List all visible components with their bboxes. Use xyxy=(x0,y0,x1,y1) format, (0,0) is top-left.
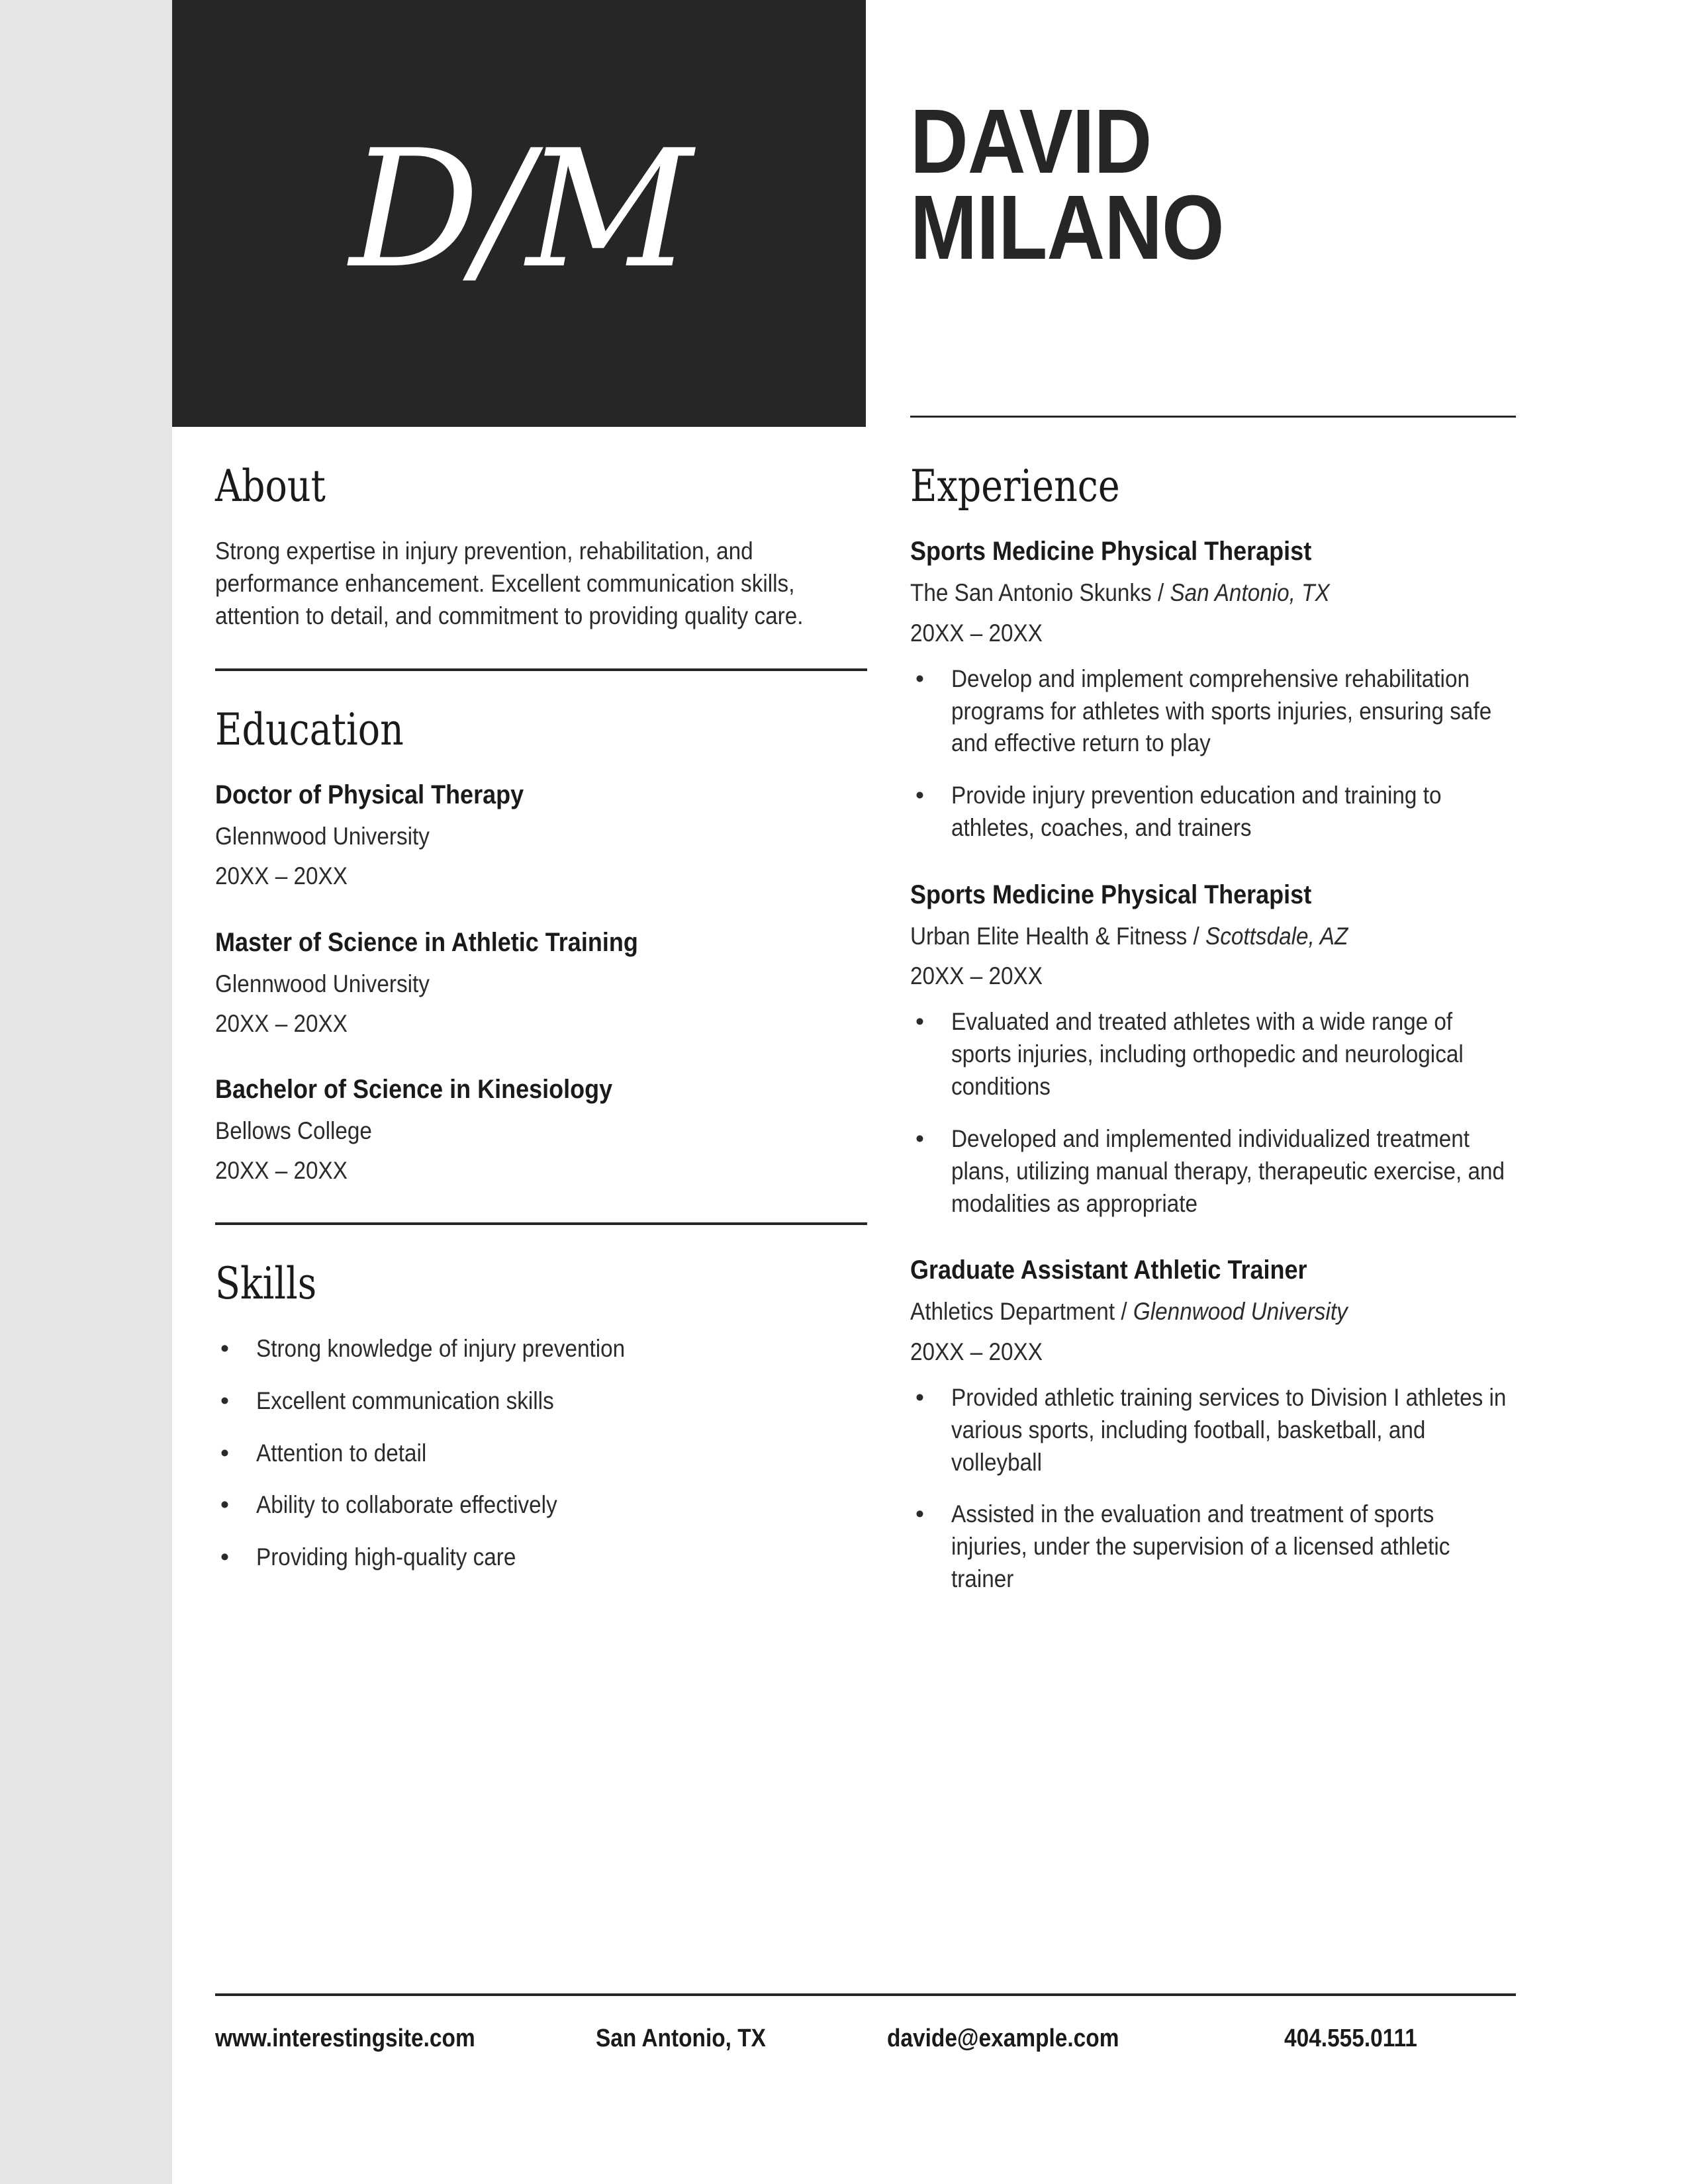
education-degree: Master of Science in Athletic Training xyxy=(215,927,638,957)
experience-entry xyxy=(910,879,1516,1220)
bullet-text: Develop and implement comprehensive rehabilitation programs for athletes with sports injuries, ensuring safe and effective return to play xyxy=(951,664,1492,757)
skill-text: Ability to collaborate effectively xyxy=(256,1491,557,1519)
list-item xyxy=(215,1489,870,1522)
monogram-block xyxy=(172,0,866,427)
experience-bullets xyxy=(910,1006,1516,1220)
first-name: DAVID xyxy=(910,91,1152,193)
about-text: Strong expertise in injury prevention, rehabilitation, and performance enhancement. Excellent communication skills, attention to detail, and commitment to providing quality care. xyxy=(215,537,804,629)
education-degree: Doctor of Physical Therapy xyxy=(215,780,524,810)
left-column xyxy=(215,463,870,1574)
footer-website[interactable]: www.interestingsite.com xyxy=(215,2025,475,2052)
bullet-icon: • xyxy=(915,1124,924,1152)
experience-dates: 20XX – 20XX xyxy=(910,1338,1043,1365)
experience-role: Sports Medicine Physical Therapist xyxy=(910,537,1312,567)
bullet-icon: • xyxy=(915,1383,924,1411)
education-degree: Bachelor of Science in Kinesiology xyxy=(215,1075,613,1105)
list-item xyxy=(910,663,1516,760)
bullet-icon: • xyxy=(220,1439,229,1467)
monogram-text: D/M xyxy=(350,115,688,304)
name-block xyxy=(910,91,1519,279)
education-school: Bellows College xyxy=(215,1117,372,1145)
bullet-icon: • xyxy=(220,1334,229,1362)
skill-text: Excellent communication skills xyxy=(256,1387,554,1414)
education-school: Glennwood University xyxy=(215,970,430,997)
education-school: Glennwood University xyxy=(215,823,430,850)
education-entry xyxy=(215,927,870,1040)
list-item xyxy=(215,1437,870,1470)
footer-contact-bar xyxy=(215,2024,1516,2054)
experience-company-location xyxy=(910,578,1456,608)
about-title: About xyxy=(215,461,326,512)
about-education-divider xyxy=(215,668,867,671)
education-entry xyxy=(215,1073,870,1187)
experience-location: Scottsdale, AZ xyxy=(1205,922,1348,950)
bullet-text: Assisted in the evaluation and treatment of sports injuries, under the supervision of a licensed athletic trainer xyxy=(951,1500,1450,1593)
experience-dates: 20XX – 20XX xyxy=(910,619,1043,647)
experience-entry xyxy=(910,1254,1516,1595)
skills-list xyxy=(215,1333,870,1574)
list-item xyxy=(215,1541,870,1574)
bullet-text: Developed and implemented individualized treatment plans, utilizing manual therapy, therapeutic exercise, and modalities as appropriate xyxy=(951,1124,1505,1217)
bullet-icon: • xyxy=(220,1491,229,1519)
right-column xyxy=(910,463,1516,1596)
experience-bullets xyxy=(910,663,1516,844)
experience-separator: / xyxy=(1151,579,1170,607)
experience-company-location xyxy=(910,1297,1456,1327)
education-entry xyxy=(215,779,870,892)
education-section xyxy=(215,704,870,1187)
experience-bullets xyxy=(910,1382,1516,1596)
experience-company: Urban Elite Health & Fitness xyxy=(910,922,1188,950)
skill-text: Attention to detail xyxy=(256,1439,427,1467)
education-dates: 20XX – 20XX xyxy=(215,862,348,890)
experience-location: Glennwood University xyxy=(1133,1298,1348,1326)
bullet-icon: • xyxy=(220,1543,229,1571)
experience-separator: / xyxy=(1187,922,1206,950)
list-item xyxy=(910,1382,1516,1479)
bullet-text: Provided athletic training services to Division I athletes in various sports, including football, basketball, and volleyball xyxy=(951,1383,1507,1476)
list-item xyxy=(910,1498,1516,1595)
bullet-text: Evaluated and treated athletes with a wide range of sports injuries, including orthopedic and neurological conditions xyxy=(951,1008,1464,1101)
list-item xyxy=(215,1385,870,1418)
left-edge-strip xyxy=(0,0,172,2184)
last-name: MILANO xyxy=(910,176,1224,279)
list-item xyxy=(910,1123,1516,1220)
footer-email[interactable]: davide@example.com xyxy=(887,2025,1119,2052)
bullet-icon: • xyxy=(915,664,924,692)
name-divider xyxy=(910,416,1516,418)
footer-city: San Antonio, TX xyxy=(596,2025,766,2052)
experience-company: The San Antonio Skunks xyxy=(910,579,1152,607)
skill-text: Strong knowledge of injury prevention xyxy=(256,1334,626,1362)
skills-title: Skills xyxy=(215,1257,317,1309)
experience-company-location xyxy=(910,921,1456,952)
education-dates: 20XX – 20XX xyxy=(215,1157,348,1185)
list-item xyxy=(910,1006,1516,1103)
skill-text: Providing high-quality care xyxy=(256,1543,516,1571)
education-dates: 20XX – 20XX xyxy=(215,1009,348,1037)
experience-company: Athletics Department xyxy=(910,1298,1115,1326)
experience-title: Experience xyxy=(910,461,1120,512)
experience-dates: 20XX – 20XX xyxy=(910,962,1043,990)
bullet-icon: • xyxy=(220,1387,229,1414)
footer-divider xyxy=(215,1993,1516,1996)
bullet-icon: • xyxy=(915,782,924,809)
experience-separator: / xyxy=(1115,1298,1133,1326)
about-section xyxy=(215,463,870,633)
experience-role: Graduate Assistant Athletic Trainer xyxy=(910,1255,1307,1285)
experience-entry xyxy=(910,535,1516,844)
bullet-text: Provide injury prevention education and training to athletes, coaches, and trainers xyxy=(951,782,1442,842)
bullet-icon: • xyxy=(915,1008,924,1036)
list-item xyxy=(215,1333,870,1365)
experience-section xyxy=(910,463,1516,1596)
bullet-icon: • xyxy=(915,1500,924,1528)
skills-section xyxy=(215,1257,870,1574)
education-skills-divider xyxy=(215,1222,867,1225)
list-item xyxy=(910,780,1516,844)
education-title: Education xyxy=(215,704,404,755)
footer-phone[interactable]: 404.555.0111 xyxy=(1284,2025,1417,2052)
experience-location: San Antonio, TX xyxy=(1170,579,1330,607)
experience-role: Sports Medicine Physical Therapist xyxy=(910,880,1312,909)
